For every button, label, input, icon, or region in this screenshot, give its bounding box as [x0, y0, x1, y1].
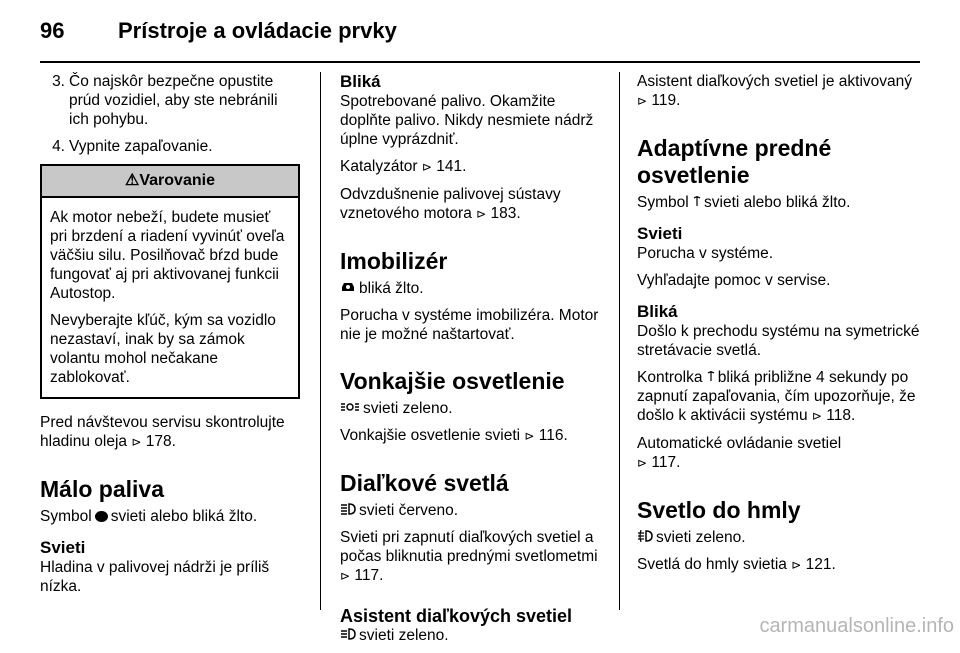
page-reference[interactable]: 183. [490, 205, 521, 222]
adaptive-light-icon [693, 193, 701, 212]
section-heading-exterior-lights: Vonkajšie osvetlenie [340, 368, 565, 394]
oil-paragraph: Pred návštevou servisu skontrolujte hladinu oleja ⊳ 178. [40, 414, 285, 450]
subheading-high-beam-assist: Asistent diaľkových svetiel [340, 606, 573, 626]
fuel-blika-text: Spotrebované palivo. Okamžite doplňte palivo. Nikdy nesmiete nádrž úplne vyprázdniť. [340, 93, 594, 148]
page-reference[interactable]: 141. [436, 158, 467, 175]
subheading-svieti: Svieti [40, 538, 86, 557]
warning-box [40, 164, 300, 399]
list-item [40, 72, 300, 129]
step-number: 3. [52, 73, 65, 90]
reference-arrow-icon: ⊳ [131, 435, 142, 449]
column-divider [619, 72, 620, 610]
page-reference[interactable]: 117. [354, 567, 384, 584]
section-heading-high-beam: Diaľkové svetlá [340, 470, 509, 496]
warning-header [42, 166, 298, 198]
reference-arrow-icon: ⊳ [791, 558, 802, 572]
subheading-svieti: Svieti [637, 224, 683, 243]
fuel-svieti-text: Hladina v palivovej nádrži je príliš nízka. [40, 559, 270, 595]
afl-blika-paragraph: Kontrolka bliká približne 4 sekundy po zapnutí zapaľovania, čím upozorňuje, že došlo k aktivácii systému ⊳ 118. [637, 369, 916, 424]
reference-arrow-icon: ⊳ [476, 207, 487, 221]
exterior-lights-icon [340, 399, 360, 418]
auto-light-paragraph: Automatické ovládanie svetiel ⊳ 117. [637, 435, 842, 471]
page-header [0, 0, 960, 62]
fog-light-icon [637, 528, 653, 547]
immobilizer-text: Porucha v systéme imobilizéra. Motor nie je možné naštartovať. [340, 307, 599, 343]
fuel-warning-icon [95, 511, 108, 522]
reference-arrow-icon: ⊳ [421, 160, 432, 174]
page-reference[interactable]: 119. [651, 92, 681, 109]
adaptive-light-icon [707, 368, 715, 387]
fog-status: svieti zeleno. [637, 528, 920, 547]
high-beam-icon [340, 501, 356, 520]
page-reference[interactable]: 117. [651, 454, 681, 471]
subheading-blika: Bliká [340, 72, 381, 91]
column-2 [340, 72, 608, 653]
column-3 [637, 72, 920, 583]
list-item [40, 137, 300, 156]
exterior-status: svieti zeleno. [340, 399, 608, 418]
column-divider [320, 72, 321, 610]
bleed-paragraph: Odvzdušnenie palivovej sústavy vznetového motora ⊳ 183. [340, 186, 561, 222]
section-heading-fog-light: Svetlo do hmly [637, 497, 801, 523]
step-text: Čo najskôr bezpečne opustite prúd vozidiel, aby ste nebránili ich pohybu. [69, 73, 278, 128]
reference-arrow-icon: ⊳ [637, 456, 648, 470]
exterior-paragraph: Vonkajšie osvetlenie svieti ⊳ 116. [340, 427, 568, 444]
warning-paragraph: Nevyberajte kľúč, kým sa vozidlo nezastaví, inak by sa zámok volantu mohol nečakane zablokovať. [50, 312, 276, 386]
page-reference[interactable]: 116. [538, 427, 568, 444]
reference-arrow-icon: ⊳ [340, 569, 351, 583]
afl-symbol-paragraph: Symbol svieti alebo bliká žlto. [637, 194, 851, 211]
warning-title: Varovanie [139, 172, 215, 189]
section-heading-adaptive-lighting: Adaptívne predné osvetlenie [637, 135, 832, 188]
page-reference[interactable]: 178. [145, 433, 176, 450]
high-beam-assist-icon [340, 626, 356, 645]
page-reference[interactable]: 121. [805, 556, 836, 573]
subheading-blika: Bliká [637, 302, 678, 321]
page-number: 96 [40, 18, 65, 43]
warning-icon: ⚠ [125, 172, 140, 189]
step-number: 4. [52, 138, 65, 155]
afl-svieti-text: Vyhľadajte pomoc v servise. [637, 272, 831, 289]
section-heading-immobilizer: Imobilizér [340, 248, 448, 274]
fuel-symbol-paragraph: Symbol svieti alebo bliká žlto. [40, 508, 258, 525]
steps-list [40, 72, 300, 156]
afl-svieti-text: Porucha v systéme. [637, 245, 774, 262]
page-title: Prístroje a ovládacie prvky [118, 18, 397, 43]
reference-arrow-icon: ⊳ [524, 429, 535, 443]
catalyst-paragraph: Katalyzátor ⊳ 141. [340, 158, 467, 175]
warning-paragraph: Ak motor nebeží, budete musieť pri brzdení a riadení vyvinúť oveľa väčšiu silu. Posilňovač bŕzd bude fungovať aj pri aktivovanej funkcii Autostop. [50, 209, 285, 302]
watermark: carmanualsonline.info [759, 615, 954, 637]
car-key-icon [340, 279, 356, 298]
header-rule [40, 61, 920, 63]
column-1 [40, 72, 300, 604]
assist-status: svieti zeleno. [340, 626, 608, 645]
page-reference[interactable]: 118. [826, 407, 856, 424]
reference-arrow-icon: ⊳ [811, 409, 822, 423]
warning-body [42, 198, 298, 397]
high-beam-status: svieti červeno. [340, 501, 608, 520]
step-text: Vypnite zapaľovanie. [69, 138, 213, 155]
reference-arrow-icon: ⊳ [637, 94, 648, 108]
section-heading-low-fuel: Málo paliva [40, 476, 164, 502]
assist-paragraph: Asistent diaľkových svetiel je aktivovaný ⊳ 119. [637, 73, 913, 109]
high-beam-paragraph: Svieti pri zapnutí diaľkových svetiel a počas bliknutia prednými svetlometmi ⊳ 117. [340, 529, 598, 584]
fog-paragraph: Svetlá do hmly svietia ⊳ 121. [637, 556, 836, 573]
afl-blika-text: Došlo k prechodu systému na symetrické stretávacie svetlá. [637, 323, 920, 359]
immobilizer-status: bliká žlto. [340, 279, 608, 298]
